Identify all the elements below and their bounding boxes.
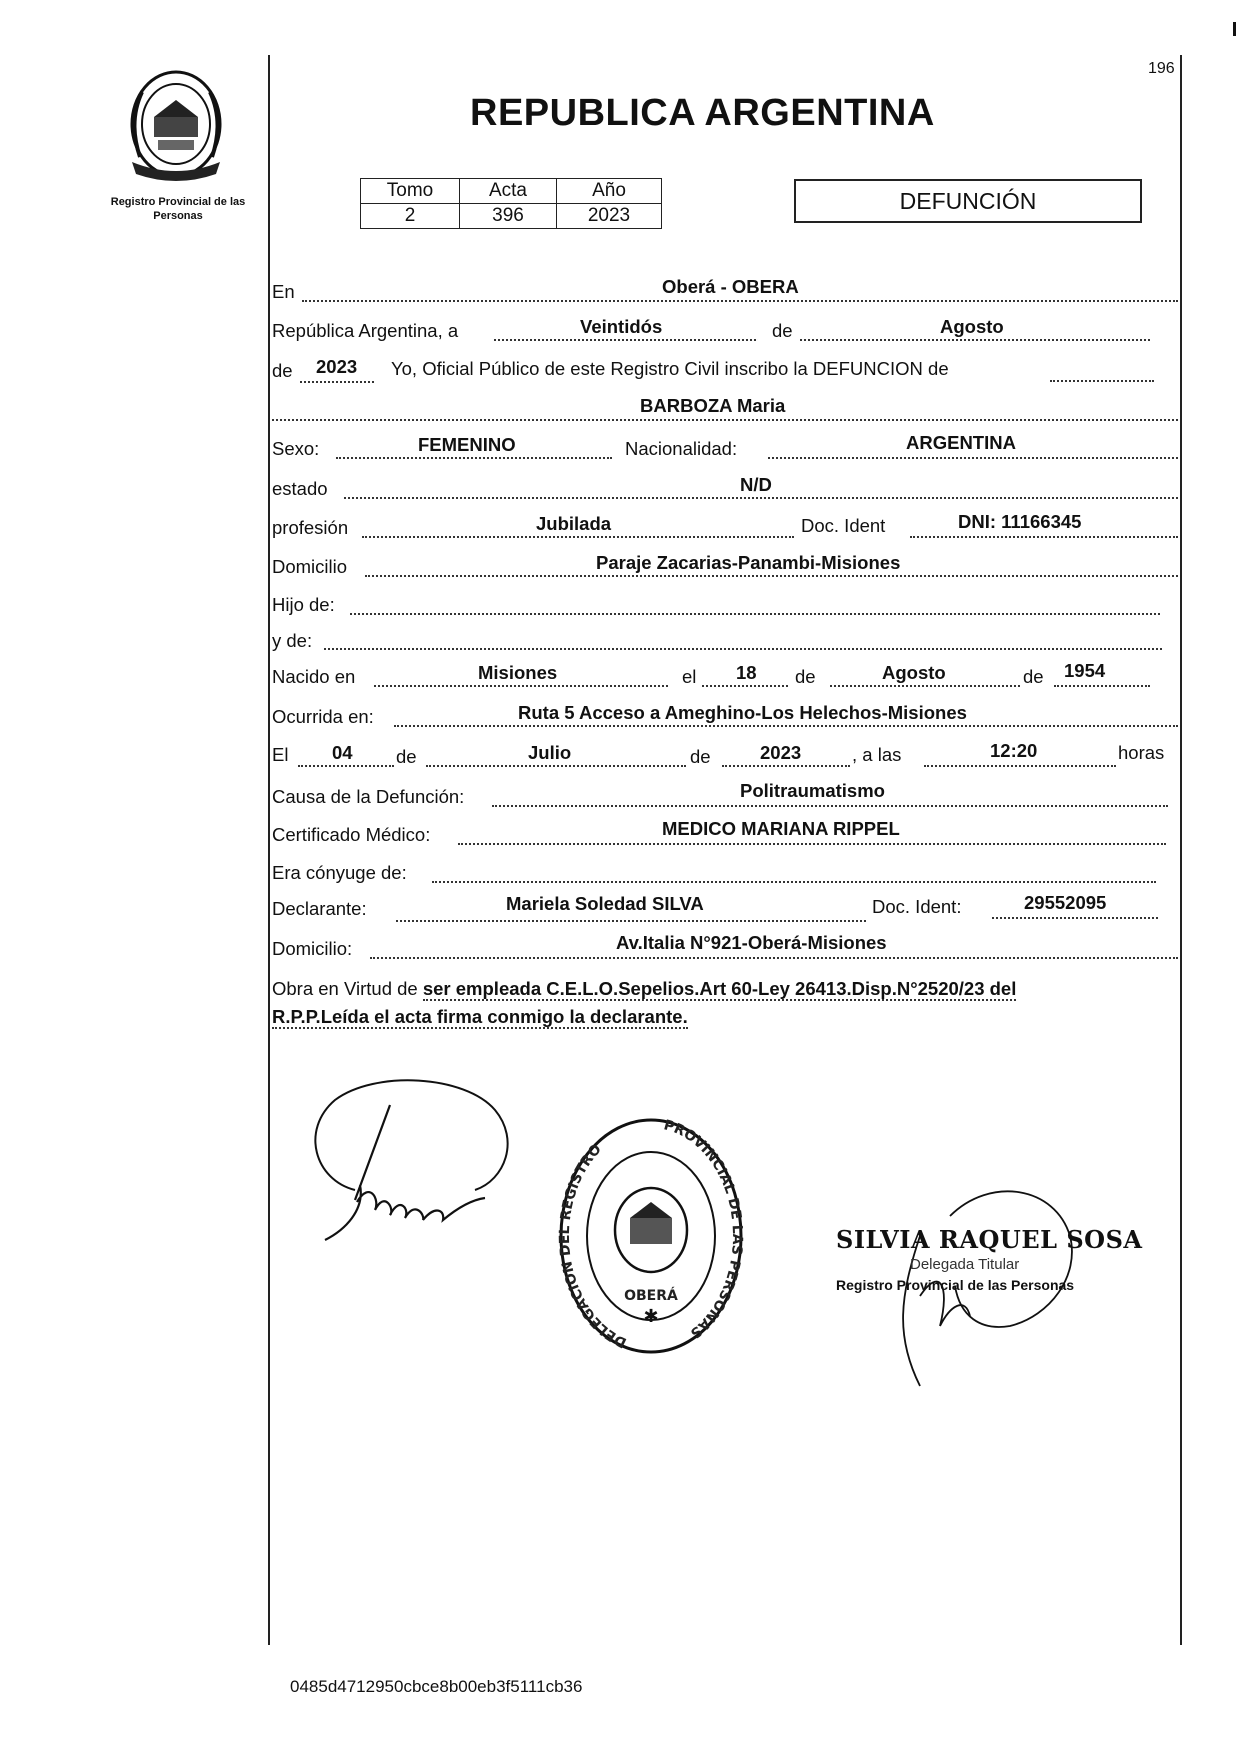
star-icon: ✱ <box>643 1306 659 1326</box>
stamp-city: OBERÁ <box>624 1288 678 1304</box>
label-republica: República Argentina, a <box>272 320 459 341</box>
dotted-line <box>924 765 1116 767</box>
dotted-line <box>426 765 686 767</box>
value-declarant-address: Av.Italia N°921-Oberá-Misiones <box>616 932 887 953</box>
value-profession: Jubilada <box>536 513 612 534</box>
value-nationality: ARGENTINA <box>906 432 1016 453</box>
dotted-line <box>1054 685 1150 687</box>
dotted-line <box>432 881 1156 883</box>
label-nacionalidad: Nacionalidad: <box>625 438 738 459</box>
dotted-line <box>300 381 374 383</box>
dotted-line <box>370 957 1178 959</box>
label-conyuge: Era cónyuge de: <box>272 862 407 883</box>
value-death-month: Julio <box>528 742 572 763</box>
dotted-line <box>350 613 1160 615</box>
dotted-line <box>910 536 1178 538</box>
value-birth-place: Misiones <box>478 662 558 683</box>
label-obra-en-virtud: Obra en Virtud de <box>272 978 418 999</box>
dotted-line <box>492 805 1168 807</box>
value-registration-day: Veintidós <box>580 316 663 337</box>
value-deceased-name: BARBOZA Maria <box>640 395 786 416</box>
label-sexo: Sexo: <box>272 438 320 459</box>
label-de: de <box>1023 666 1044 687</box>
value-address: Paraje Zacarias-Panambi-Misiones <box>596 552 901 573</box>
dotted-line <box>394 725 1178 727</box>
value-sex: FEMENINO <box>418 434 516 455</box>
dotted-line <box>722 765 850 767</box>
right-margin-rule <box>1180 55 1182 1645</box>
dotted-line <box>396 920 866 922</box>
label-en: En <box>272 281 295 302</box>
value-registration-year: 2023 <box>316 356 358 377</box>
notes-line-1: ser empleada C.E.L.O.Sepelios.Art 60-Ley 26413.Disp.N°2520/23 del <box>422 978 1017 999</box>
value-declarant-name: Mariela Soledad SILVA <box>506 893 704 914</box>
edge-mark <box>1233 22 1236 36</box>
label-certificado: Certificado Médico: <box>272 824 431 845</box>
label-a-las: , a las <box>852 744 902 765</box>
value-death-day: 04 <box>332 742 353 763</box>
label-declarante: Declarante: <box>272 898 367 919</box>
official-stamp <box>556 1118 746 1362</box>
value-registration-month: Agosto <box>940 316 1004 337</box>
document-type-box: DEFUNCIÓN <box>794 179 1142 223</box>
dotted-line <box>494 339 756 341</box>
label-ocurrida-en: Ocurrida en: <box>272 706 374 727</box>
dotted-line <box>272 419 1178 421</box>
ref-value-anio: 2023 <box>557 204 662 229</box>
dotted-line <box>298 765 394 767</box>
document-hash: 0485d4712950cbce8b00eb3f5111cb36 <box>290 1677 583 1696</box>
ref-value-acta: 396 <box>460 204 557 229</box>
value-death-place: Ruta 5 Acceso a Ameghino-Los Helechos-Misiones <box>518 702 967 723</box>
value-death-year: 2023 <box>760 742 802 763</box>
svg-text:PROVINCIAL DE LAS PERSONAS <box>662 1118 745 1341</box>
value-death-time: 12:20 <box>990 740 1038 761</box>
label-nacido-en: Nacido en <box>272 666 356 687</box>
label-hijo-de: Hijo de: <box>272 594 335 615</box>
label-el: El <box>272 744 289 765</box>
dotted-line <box>324 648 1162 650</box>
label-de: de <box>772 320 793 341</box>
declarant-signature <box>295 1070 535 1270</box>
label-y-de: y de: <box>272 630 313 651</box>
value-birth-day: 18 <box>736 662 757 683</box>
value-civil-status: N/D <box>740 474 772 495</box>
value-id-document: DNI: 11166345 <box>958 511 1082 532</box>
dotted-line <box>992 917 1158 919</box>
page-title: REPUBLICA ARGENTINA <box>470 92 935 134</box>
ref-header-tomo: Tomo <box>361 179 460 204</box>
value-medical-certificate: MEDICO MARIANA RIPPEL <box>662 818 900 839</box>
label-el: el <box>682 666 697 687</box>
label-domicilio: Domicilio <box>272 556 348 577</box>
dotted-line <box>344 497 1178 499</box>
label-de: de <box>396 746 417 767</box>
label-de: de <box>795 666 816 687</box>
notes-line-2: R.P.P.Leída el acta firma conmigo la declarante. <box>272 1006 688 1027</box>
registry-caption: Registro Provincial de las Personas <box>110 196 246 222</box>
ref-value-tomo: 2 <box>361 204 460 229</box>
dotted-line <box>830 685 1020 687</box>
dotted-line <box>365 575 1178 577</box>
dotted-line <box>374 685 668 687</box>
label-de: de <box>690 746 711 767</box>
value-declarant-id: 29552095 <box>1024 892 1107 913</box>
ref-header-anio: Año <box>557 179 662 204</box>
value-place: Oberá - OBERA <box>662 276 799 297</box>
label-doc-ident: Doc. Ident <box>801 515 886 536</box>
signatory-organization: Registro Provincial de las Personas <box>836 1277 1075 1293</box>
signatory-role: Delegada Titular <box>910 1256 1020 1273</box>
dotted-line <box>336 457 612 459</box>
label-de: de <box>272 360 293 381</box>
value-birth-month: Agosto <box>882 662 946 683</box>
dotted-line <box>702 685 788 687</box>
label-doc-ident: Doc. Ident: <box>872 896 962 917</box>
dotted-line <box>800 339 1150 341</box>
reference-table <box>360 178 662 229</box>
label-causa: Causa de la Defunción: <box>272 786 465 807</box>
value-birth-year: 1954 <box>1064 660 1106 681</box>
stamp-ring-left: DELEGACION DEL REGISTRO <box>556 1141 630 1351</box>
dotted-line <box>1050 380 1154 382</box>
dotted-line <box>458 843 1166 845</box>
label-yo-oficial: Yo, Oficial Público de este Registro Civil inscribo la DEFUNCION de <box>391 358 949 379</box>
misiones-seal-logo <box>118 62 234 182</box>
stamp-ring-right: PROVINCIAL DE LAS PERSONAS <box>661 1118 746 1342</box>
signatory-name: SILVIA RAQUEL SOSA <box>836 1225 1143 1254</box>
left-margin-rule <box>268 55 270 1645</box>
dotted-line <box>768 457 1178 459</box>
value-cause: Politraumatismo <box>740 780 885 801</box>
label-horas: horas <box>1118 742 1165 763</box>
label-profesion: profesión <box>272 517 349 538</box>
dotted-line <box>362 536 794 538</box>
page-number: 196 <box>1148 60 1175 77</box>
label-estado: estado <box>272 478 328 499</box>
dotted-line <box>302 300 1178 302</box>
ref-header-acta: Acta <box>460 179 557 204</box>
notes-paragraph <box>272 975 1177 1031</box>
label-domicilio: Domicilio: <box>272 938 353 959</box>
